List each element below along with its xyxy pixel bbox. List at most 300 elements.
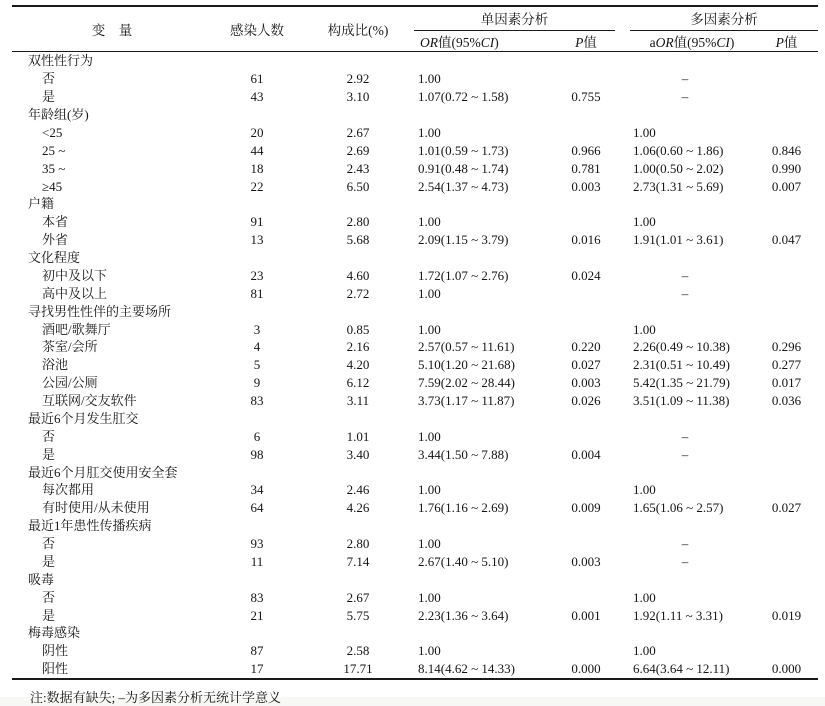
- table-row: [12, 660, 818, 679]
- table-row: [12, 356, 818, 374]
- cell-infected-count: 91: [250, 214, 264, 230]
- cell-or-95ci: 1.00: [418, 71, 441, 87]
- cell-infected-count: 13: [250, 232, 264, 248]
- cell-aor-95ci: –: [681, 89, 689, 105]
- cell-p-univariate: [557, 302, 615, 320]
- cell-p-univariate: [557, 213, 615, 231]
- cell-variable: 高中及以上: [42, 285, 108, 301]
- cell-infected-count: 21: [250, 607, 264, 623]
- cell-variable: 寻找男性性伴的主要场所: [28, 303, 172, 319]
- cell-aor-95ci: [615, 517, 755, 535]
- cell-composition-pct: 5.68: [346, 232, 370, 248]
- cell-p-univariate: [557, 624, 615, 642]
- cell-variable: 是: [42, 607, 56, 623]
- table-header: [12, 6, 818, 52]
- cell-p-multivariate: 0.027: [771, 500, 802, 516]
- table-row: [12, 88, 818, 106]
- cell-composition-pct: 2.80: [346, 536, 370, 552]
- cell-aor-95ci: [615, 463, 755, 481]
- cell-p-multivariate: [755, 517, 818, 535]
- cell-composition-pct: [302, 624, 414, 642]
- cell-or-95ci: 1.00: [418, 536, 441, 552]
- cell-p-multivariate: [755, 570, 818, 588]
- cell-composition-pct: 1.01: [346, 428, 370, 444]
- cell-or-95ci: 0.91(0.48 ~ 1.74): [418, 160, 509, 176]
- table-row: [12, 124, 818, 142]
- cell-infected-count: 83: [250, 393, 264, 409]
- cell-p-multivariate: 0.047: [771, 232, 802, 248]
- cell-aor-95ci: [615, 302, 755, 320]
- col-header-or-95ci: [414, 31, 557, 52]
- cell-composition-pct: [302, 517, 414, 535]
- col-header-aor-95ci: [615, 31, 755, 52]
- table-row: [12, 445, 818, 463]
- cell-or-95ci: 3.44(1.50 ~ 7.88): [418, 446, 509, 462]
- cell-p-univariate: 0.755: [571, 89, 601, 105]
- cell-infected-count: 11: [250, 553, 264, 569]
- cell-p-multivariate: 0.277: [771, 357, 802, 373]
- cell-infected-count: 4: [253, 339, 261, 355]
- aor-text-part: 值(95%: [673, 35, 717, 50]
- cell-or-95ci: 1.76(1.16 ~ 2.69): [418, 500, 509, 516]
- cell-aor-95ci: 1.00: [633, 482, 656, 498]
- multivariate-spanner-label: 多因素分析: [630, 8, 818, 31]
- cell-p-multivariate: [755, 624, 818, 642]
- cell-aor-95ci: [615, 249, 755, 267]
- table-row: [12, 392, 818, 410]
- cell-p-multivariate: 0.007: [771, 178, 802, 194]
- cell-p-univariate: 0.003: [571, 375, 601, 391]
- cell-composition-pct: 3.11: [346, 393, 370, 409]
- cell-or-95ci: 2.23(1.36 ~ 3.64): [418, 607, 509, 623]
- cell-variable: 阴性: [42, 643, 69, 659]
- table-row: [12, 499, 818, 517]
- cell-p-multivariate: [755, 642, 818, 660]
- cell-composition-pct: 3.40: [346, 446, 370, 462]
- cell-infected-count: 93: [250, 536, 264, 552]
- table-row: [12, 267, 818, 285]
- cell-p-multivariate: [755, 588, 818, 606]
- cell-infected-count: 9: [253, 375, 261, 391]
- cell-composition-pct: [302, 410, 414, 428]
- col-header-infected-count: 感染人数: [212, 6, 302, 52]
- cell-p-univariate: [557, 410, 615, 428]
- cell-composition-pct: 2.92: [346, 71, 370, 87]
- or-text-part: 值(95%: [438, 35, 481, 50]
- p-italic-part: P: [575, 35, 584, 50]
- cell-composition-pct: [302, 302, 414, 320]
- col-header-multivariate-analysis: [615, 6, 818, 31]
- cell-variable: 吸毒: [28, 571, 55, 587]
- cell-composition-pct: 2.16: [346, 339, 370, 355]
- cell-composition-pct: 4.60: [346, 267, 370, 283]
- cell-composition-pct: [302, 463, 414, 481]
- cell-p-multivariate: [755, 463, 818, 481]
- cell-aor-95ci: [615, 106, 755, 124]
- cell-p-univariate: 0.009: [571, 500, 601, 516]
- cell-infected-count: [212, 52, 302, 70]
- table-row: [12, 52, 818, 70]
- cell-variable: <25: [42, 124, 63, 140]
- cell-p-multivariate: [755, 195, 818, 213]
- cell-composition-pct: 0.85: [346, 321, 370, 337]
- table-row: [12, 463, 818, 481]
- cell-variable: 否: [42, 428, 56, 444]
- col-header-composition-pct: 构成比(%): [302, 6, 414, 52]
- cell-aor-95ci: 1.06(0.60 ~ 1.86): [633, 142, 724, 158]
- cell-aor-95ci: 1.00(0.50 ~ 2.02): [633, 160, 724, 176]
- cell-aor-95ci: 1.00: [633, 214, 656, 230]
- cell-p-univariate: 0.016: [571, 232, 601, 248]
- cell-or-95ci: [414, 106, 557, 124]
- cell-variable: 浴池: [42, 357, 69, 373]
- aor-italic-part: OR: [655, 35, 674, 50]
- cell-aor-95ci: –: [681, 71, 689, 87]
- aor-a-prefix: a: [649, 35, 656, 50]
- cell-aor-95ci: 1.92(1.11 ~ 3.31): [633, 607, 723, 623]
- cell-variable: 公园/公厕: [42, 375, 98, 391]
- cell-or-95ci: 3.73(1.17 ~ 11.87): [418, 393, 515, 409]
- cell-composition-pct: 3.10: [346, 89, 370, 105]
- p2-italic-part: P: [775, 35, 784, 50]
- cell-aor-95ci: 2.26(0.49 ~ 10.38): [633, 339, 730, 355]
- cell-variable: 年龄组(岁): [28, 107, 89, 123]
- cell-infected-count: 98: [250, 446, 264, 462]
- cell-p-univariate: [557, 195, 615, 213]
- cell-variable: 否: [42, 536, 56, 552]
- cell-composition-pct: 2.72: [346, 285, 370, 301]
- cell-aor-95ci: –: [681, 428, 689, 444]
- cell-aor-95ci: [615, 570, 755, 588]
- cell-or-95ci: 5.10(1.20 ~ 21.68): [418, 357, 515, 373]
- col-header-variable: 变 量: [12, 6, 212, 52]
- cell-p-multivariate: [755, 320, 818, 338]
- cell-or-95ci: [414, 517, 557, 535]
- cell-or-95ci: 1.72(1.07 ~ 2.76): [418, 267, 509, 283]
- cell-p-multivariate: [755, 124, 818, 142]
- table-row: [12, 338, 818, 356]
- cell-variable: 最近6个月发生肛交: [28, 410, 139, 426]
- table-row: [12, 141, 818, 159]
- cell-p-univariate: 0.781: [571, 160, 601, 176]
- cell-p-univariate: 0.027: [571, 357, 601, 373]
- cell-composition-pct: 4.26: [346, 500, 370, 516]
- cell-or-95ci: 1.01(0.59 ~ 1.73): [418, 142, 509, 158]
- cell-infected-count: 61: [250, 71, 264, 87]
- cell-infected-count: 6: [253, 428, 261, 444]
- cell-or-95ci: [414, 302, 557, 320]
- cell-or-95ci: 1.00: [418, 285, 441, 301]
- cell-p-univariate: [557, 52, 615, 70]
- table-row: [12, 410, 818, 428]
- cell-or-95ci: 2.57(0.57 ~ 11.61): [418, 339, 515, 355]
- cell-p-univariate: [557, 570, 615, 588]
- cell-composition-pct: 6.50: [346, 178, 370, 194]
- cell-aor-95ci: [615, 624, 755, 642]
- cell-variable: 阳性: [42, 661, 69, 677]
- cell-aor-95ci: 1.65(1.06 ~ 2.57): [633, 500, 724, 516]
- cell-composition-pct: [302, 195, 414, 213]
- cell-or-95ci: [414, 52, 557, 70]
- cell-variable: 是: [42, 446, 56, 462]
- cell-aor-95ci: [615, 195, 755, 213]
- cell-p-multivariate: [755, 70, 818, 88]
- cell-composition-pct: 4.20: [346, 357, 370, 373]
- cell-variable: 梅毒感染: [28, 625, 81, 641]
- cell-p-multivariate: [755, 427, 818, 445]
- cell-aor-95ci: 3.51(1.09 ~ 11.38): [633, 393, 730, 409]
- cell-aor-95ci: –: [681, 446, 689, 462]
- cell-infected-count: 20: [250, 124, 264, 140]
- col-header-p-multivariate: [755, 31, 818, 52]
- cell-or-95ci: 1.00: [418, 124, 441, 140]
- cell-infected-count: 87: [250, 643, 264, 659]
- cell-variable: 双性性行为: [28, 53, 94, 69]
- cell-infected-count: 64: [250, 500, 264, 516]
- table-row: [12, 374, 818, 392]
- cell-composition-pct: 2.80: [346, 214, 370, 230]
- table-row: [12, 213, 818, 231]
- cell-p-univariate: 0.026: [571, 393, 601, 409]
- cell-aor-95ci: –: [681, 553, 689, 569]
- cell-infected-count: 44: [250, 142, 264, 158]
- cell-composition-pct: 2.43: [346, 160, 370, 176]
- cell-or-95ci: 2.09(1.15 ~ 3.79): [418, 232, 509, 248]
- header-row-spanners: [12, 6, 818, 31]
- cell-composition-pct: 5.75: [346, 607, 370, 623]
- cell-p-multivariate: [755, 213, 818, 231]
- cell-p-multivariate: [755, 52, 818, 70]
- cell-p-multivariate: [755, 106, 818, 124]
- cell-aor-95ci: 1.91(1.01 ~ 3.61): [633, 232, 724, 248]
- cell-p-univariate: [557, 642, 615, 660]
- cell-or-95ci: [414, 624, 557, 642]
- table-row: [12, 159, 818, 177]
- cell-infected-count: 3: [253, 321, 261, 337]
- table-row: [12, 553, 818, 571]
- cell-p-multivariate: 0.017: [771, 375, 802, 391]
- cell-or-95ci: 1.00: [418, 589, 441, 605]
- cell-composition-pct: [302, 249, 414, 267]
- cell-p-univariate: [557, 106, 615, 124]
- cell-aor-95ci: 1.00: [633, 124, 656, 140]
- cell-p-multivariate: 0.019: [771, 607, 802, 623]
- cell-infected-count: [212, 249, 302, 267]
- cell-infected-count: [212, 410, 302, 428]
- cell-aor-95ci: [615, 410, 755, 428]
- cell-variable: 初中及以下: [42, 267, 108, 283]
- cell-or-95ci: [414, 410, 557, 428]
- cell-or-95ci: [414, 195, 557, 213]
- table-row: [12, 284, 818, 302]
- cell-aor-95ci: 5.42(1.35 ~ 21.79): [633, 375, 730, 391]
- aor-close-paren: ): [729, 35, 735, 50]
- cell-p-multivariate: [755, 481, 818, 499]
- cell-variable: 本省: [42, 214, 69, 230]
- cell-aor-95ci: 2.73(1.31 ~ 5.69): [633, 178, 724, 194]
- cell-variable: 否: [42, 589, 56, 605]
- cell-aor-95ci: –: [681, 536, 689, 552]
- cell-p-multivariate: [755, 553, 818, 571]
- cell-infected-count: [212, 302, 302, 320]
- table-row: [12, 570, 818, 588]
- cell-p-multivariate: 0.036: [771, 393, 802, 409]
- cell-p-multivariate: [755, 267, 818, 285]
- cell-aor-95ci: –: [681, 267, 689, 283]
- cell-p-univariate: 0.966: [571, 142, 601, 158]
- cell-p-multivariate: [755, 445, 818, 463]
- cell-composition-pct: 2.58: [346, 643, 370, 659]
- cell-infected-count: 22: [250, 178, 264, 194]
- cell-p-univariate: [557, 124, 615, 142]
- or-close-paren: ): [494, 35, 499, 50]
- cell-variable: 每次都用: [42, 482, 95, 498]
- cell-p-univariate: [557, 284, 615, 302]
- p-text-part: 值: [583, 35, 597, 50]
- cell-composition-pct: 2.46: [346, 482, 370, 498]
- cell-or-95ci: 1.00: [418, 321, 441, 337]
- cell-or-95ci: 7.59(2.02 ~ 28.44): [418, 375, 515, 391]
- table-row: [12, 606, 818, 624]
- cell-variable: 有时使用/从未使用: [42, 500, 150, 516]
- cell-or-95ci: 2.67(1.40 ~ 5.10): [418, 553, 509, 569]
- cell-p-univariate: 0.024: [571, 267, 601, 283]
- cell-infected-count: [212, 624, 302, 642]
- regression-analysis-table: [12, 5, 818, 680]
- cell-p-multivariate: 0.990: [771, 160, 802, 176]
- cell-composition-pct: [302, 52, 414, 70]
- cell-p-univariate: [557, 535, 615, 553]
- cell-variable: ≥45: [42, 178, 63, 194]
- cell-aor-95ci: 6.64(3.64 ~ 12.11): [633, 661, 730, 677]
- table-row: [12, 517, 818, 535]
- cell-p-univariate: [557, 463, 615, 481]
- cell-aor-95ci: 1.00: [633, 321, 656, 337]
- cell-composition-pct: 7.14: [346, 553, 370, 569]
- cell-p-univariate: [557, 249, 615, 267]
- table-footnote: 注:数据有缺失; –为多因素分析无统计学意义: [30, 689, 281, 705]
- table-row: [12, 427, 818, 445]
- cell-variable: 是: [42, 89, 56, 105]
- table-row: [12, 70, 818, 88]
- cell-infected-count: 23: [250, 267, 264, 283]
- cell-variable: 最近1年患性传播疾病: [28, 518, 152, 534]
- cell-composition-pct: [302, 570, 414, 588]
- cell-infected-count: 18: [250, 160, 264, 176]
- cell-or-95ci: 1.00: [418, 214, 441, 230]
- cell-p-multivariate: 0.000: [771, 661, 802, 677]
- cell-variable: 外省: [42, 232, 69, 248]
- table-row: [12, 177, 818, 195]
- cell-infected-count: [212, 517, 302, 535]
- cell-aor-95ci: –: [681, 285, 689, 301]
- table-body: [12, 52, 818, 679]
- cell-infected-count: 81: [250, 285, 264, 301]
- cell-or-95ci: [414, 249, 557, 267]
- cell-variable: 最近6个月肛交使用安全套: [28, 464, 178, 480]
- cell-infected-count: 43: [250, 89, 264, 105]
- cell-aor-95ci: [615, 52, 755, 70]
- cell-infected-count: [212, 195, 302, 213]
- cell-p-univariate: 0.000: [571, 661, 601, 677]
- univariate-spanner-label: 单因素分析: [414, 8, 615, 31]
- cell-p-multivariate: 0.846: [771, 142, 802, 158]
- cell-composition-pct: 2.67: [346, 589, 370, 605]
- or-italic-part: OR: [420, 35, 438, 50]
- cell-or-95ci: 1.00: [418, 428, 441, 444]
- cell-p-univariate: [557, 320, 615, 338]
- table-row: [12, 624, 818, 642]
- cell-or-95ci: 2.54(1.37 ~ 4.73): [418, 178, 509, 194]
- cell-composition-pct: [302, 106, 414, 124]
- cell-infected-count: [212, 463, 302, 481]
- table-row: [12, 195, 818, 213]
- cell-infected-count: 34: [250, 482, 264, 498]
- cell-variable: 否: [42, 71, 56, 87]
- cell-or-95ci: 8.14(4.62 ~ 14.33): [418, 661, 515, 677]
- table-row: [12, 588, 818, 606]
- cell-variable: 互联网/交友软件: [42, 393, 137, 409]
- cell-p-univariate: [557, 517, 615, 535]
- ci-italic-part: CI: [480, 35, 495, 50]
- cell-p-multivariate: [755, 88, 818, 106]
- cell-or-95ci: [414, 463, 557, 481]
- cell-infected-count: [212, 570, 302, 588]
- cell-p-multivariate: [755, 249, 818, 267]
- col-header-univariate-analysis: [414, 6, 615, 31]
- cell-p-univariate: [557, 588, 615, 606]
- cell-aor-95ci: 2.31(0.51 ~ 10.49): [633, 357, 730, 373]
- cell-composition-pct: 17.71: [343, 661, 373, 677]
- cell-p-univariate: 0.220: [571, 339, 601, 355]
- cell-p-univariate: 0.004: [571, 446, 601, 462]
- cell-or-95ci: 1.00: [418, 482, 441, 498]
- cell-infected-count: 83: [250, 589, 264, 605]
- cell-p-multivariate: [755, 535, 818, 553]
- table-row: [12, 106, 818, 124]
- cell-p-multivariate: [755, 302, 818, 320]
- cell-infected-count: 17: [250, 661, 264, 677]
- cell-composition-pct: 2.69: [346, 142, 370, 158]
- cell-p-univariate: 0.003: [571, 178, 601, 194]
- col-header-p-univariate: [557, 31, 615, 52]
- table-row: [12, 481, 818, 499]
- cell-p-univariate: [557, 427, 615, 445]
- cell-p-univariate: 0.001: [571, 607, 601, 623]
- cell-variable: 户籍: [28, 196, 55, 212]
- table-row: [12, 642, 818, 660]
- cell-composition-pct: 2.67: [346, 124, 370, 140]
- cell-p-univariate: 0.003: [571, 553, 601, 569]
- cell-p-multivariate: [755, 410, 818, 428]
- cell-variable: 是: [42, 553, 56, 569]
- cell-or-95ci: 1.00: [418, 643, 441, 659]
- table-row: [12, 302, 818, 320]
- cell-infected-count: 5: [253, 357, 261, 373]
- p2-text-part: 值: [783, 35, 798, 50]
- cell-variable: 25 ~: [42, 142, 66, 158]
- cell-or-95ci: [414, 570, 557, 588]
- cell-composition-pct: 6.12: [346, 375, 370, 391]
- cell-p-multivariate: [755, 284, 818, 302]
- cell-variable: 茶室/会所: [42, 339, 98, 355]
- cell-infected-count: [212, 106, 302, 124]
- cell-aor-95ci: 1.00: [633, 643, 656, 659]
- cell-variable: 酒吧/歌舞厅: [42, 321, 111, 337]
- cell-aor-95ci: 1.00: [633, 589, 656, 605]
- cell-variable: 35 ~: [42, 160, 66, 176]
- cell-variable: 文化程度: [28, 250, 81, 266]
